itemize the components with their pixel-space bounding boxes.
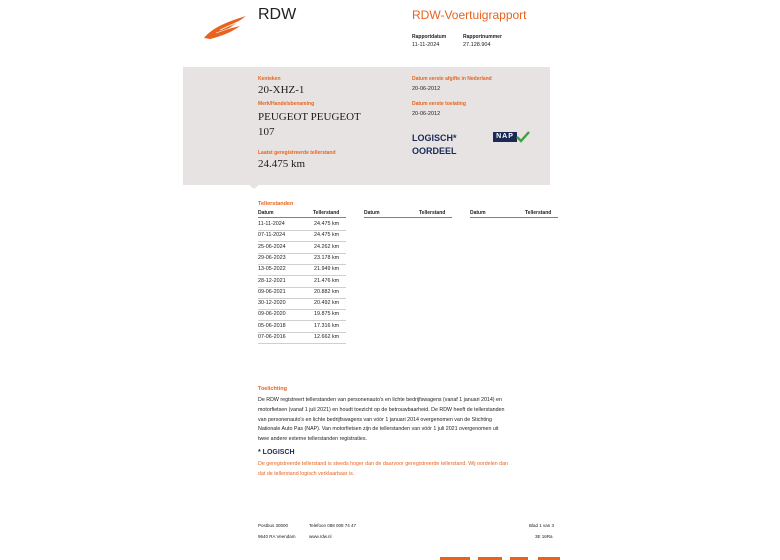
footer-telefoon: Telefoon 088 008 74 47 bbox=[309, 523, 357, 528]
table-row bbox=[258, 332, 346, 344]
table-row bbox=[258, 298, 346, 310]
logisch-line: De geregistreerde tellerstand is steeds hoger dan de daarvoor geregistreerde tellerstand. Wij oordelen dan bbox=[258, 461, 508, 467]
vehicle-summary-panel bbox=[183, 67, 550, 185]
toelichting-line: De RDW registreert tellerstanden van personenauto's en lichte bedrijfswagens (vanaf 1 januari 2014) en bbox=[258, 397, 502, 403]
kenteken-label: Kenteken bbox=[258, 76, 281, 82]
eerste-afgifte-value: 20-06-2012 bbox=[412, 86, 441, 92]
col-teller-2: Tellerstand bbox=[419, 210, 446, 216]
rapportnummer-value: 27.128.904 bbox=[463, 42, 491, 48]
logisch-title: * LOGISCH bbox=[258, 449, 295, 456]
merk-value-line1: PEUGEOT PEUGEOT bbox=[258, 111, 361, 123]
table-row bbox=[258, 253, 346, 265]
footer-blad: Blad 1 van 3 bbox=[529, 523, 555, 528]
oordeel-line2: OORDEEL bbox=[412, 146, 457, 156]
table-row bbox=[258, 242, 346, 254]
header-rule-3 bbox=[470, 217, 558, 218]
nap-logo-icon bbox=[493, 131, 531, 145]
row-tellerstand: 21.949 km bbox=[314, 266, 340, 273]
panel-notch bbox=[248, 184, 260, 190]
rapportdatum-label: Rapportdatum bbox=[412, 34, 447, 40]
eerste-toelating-label: Datum eerste toelating bbox=[412, 101, 466, 107]
toelichting-line: Nationale Auto Pas (NAP). Van motorfietsen zijn de tellerstanden van vóór 1 juli 2021 overgenomen uit bbox=[258, 426, 499, 433]
nap-logo-text: NAP bbox=[493, 132, 517, 142]
table-row bbox=[258, 287, 346, 299]
laatste-tellerstand-label: Laatst geregistreerde tellerstand bbox=[258, 150, 336, 156]
logisch-text bbox=[258, 460, 558, 480]
laatste-tellerstand-value: 24.475 km bbox=[258, 158, 306, 170]
row-datum: 28-12-2021 bbox=[258, 277, 286, 284]
row-datum: 13-05-2022 bbox=[258, 266, 286, 273]
footer-postbus: Postbus 30000 bbox=[258, 523, 289, 528]
toelichting-line: twee andere externe tellerstanden registraties. bbox=[258, 436, 367, 443]
table-row bbox=[258, 219, 346, 231]
report-title: RDW-Voertuigrapport bbox=[412, 8, 527, 22]
row-datum: 09-06-2021 bbox=[258, 288, 286, 295]
header-rule-1 bbox=[258, 217, 346, 218]
row-tellerstand: 21.476 km bbox=[314, 277, 340, 284]
eerste-afgifte-label: Datum eerste afgifte in Nederland bbox=[412, 76, 492, 82]
row-datum: 30-12-2020 bbox=[258, 300, 286, 307]
row-tellerstand: 20.492 km bbox=[314, 300, 340, 307]
row-tellerstand: 24.475 km bbox=[314, 221, 340, 227]
rapportdatum-value: 11-11-2024 bbox=[412, 42, 440, 48]
footer-adres: 9640 RA Veendam bbox=[258, 534, 296, 539]
row-tellerstand: 24.475 km bbox=[314, 232, 340, 239]
toelichting-text bbox=[258, 396, 558, 445]
header-rule-2 bbox=[364, 217, 452, 218]
merk-value-line2: 107 bbox=[258, 126, 275, 138]
footer-web: www.rdw.nl bbox=[309, 534, 332, 539]
table-row bbox=[258, 309, 346, 321]
col-teller-3: Tellerstand bbox=[525, 210, 552, 216]
col-datum-3: Datum bbox=[470, 210, 486, 216]
toelichting-line: van personenauto's en lichte bedrijfswagens van vóór 1 januari 2014 overgenomen van de Stichting bbox=[258, 416, 492, 423]
tellerstanden-title: Tellerstanden bbox=[258, 201, 294, 207]
toelichting-title: Toelichting bbox=[258, 386, 287, 392]
table-row bbox=[258, 230, 346, 242]
row-tellerstand: 24.262 km bbox=[314, 243, 340, 250]
row-datum: 05-06-2018 bbox=[258, 322, 286, 329]
col-datum-1: Datum bbox=[258, 210, 274, 216]
oordeel-line1: LOGISCH* bbox=[412, 133, 457, 143]
row-datum: 07-06-2016 bbox=[258, 334, 286, 340]
brand-name: RDW bbox=[258, 6, 297, 23]
row-datum: 29-06-2023 bbox=[258, 254, 286, 261]
row-datum: 09-06-2020 bbox=[258, 311, 286, 318]
row-datum: 07-11-2024 bbox=[258, 232, 286, 239]
kenteken-value: 20-XHZ-1 bbox=[258, 84, 305, 96]
table-row bbox=[258, 276, 346, 288]
row-datum: 11-11-2024 bbox=[258, 221, 285, 227]
row-tellerstand: 17.316 km bbox=[314, 322, 340, 329]
rapportnummer-label: Rapportnummer bbox=[463, 34, 502, 40]
row-tellerstand: 20.882 km bbox=[314, 288, 340, 295]
eerste-toelating-value: 20-06-2012 bbox=[412, 111, 441, 117]
table-row bbox=[258, 321, 346, 333]
row-tellerstand: 23.178 km bbox=[314, 254, 340, 261]
col-datum-2: Datum bbox=[364, 210, 380, 216]
row-tellerstand: 19.875 km bbox=[314, 311, 340, 318]
merk-label: Merk/Handelsbenaming bbox=[258, 101, 315, 107]
logisch-line: dat de tellerstand logisch verklaarbaar is. bbox=[258, 470, 355, 477]
col-teller-1: Tellerstand bbox=[313, 210, 340, 216]
row-tellerstand: 12.662 km bbox=[314, 334, 340, 340]
row-datum: 25-06-2024 bbox=[258, 243, 286, 250]
footer-code: 3E 16Ra bbox=[535, 534, 553, 539]
toelichting-line: motorfietsen (vanaf 1 juli 2021) en houdt toezicht op de betrouwbaarheid. De RDW heeft de tellerstanden bbox=[258, 406, 505, 413]
rdw-logo-icon bbox=[202, 12, 252, 42]
table-row bbox=[258, 264, 346, 276]
